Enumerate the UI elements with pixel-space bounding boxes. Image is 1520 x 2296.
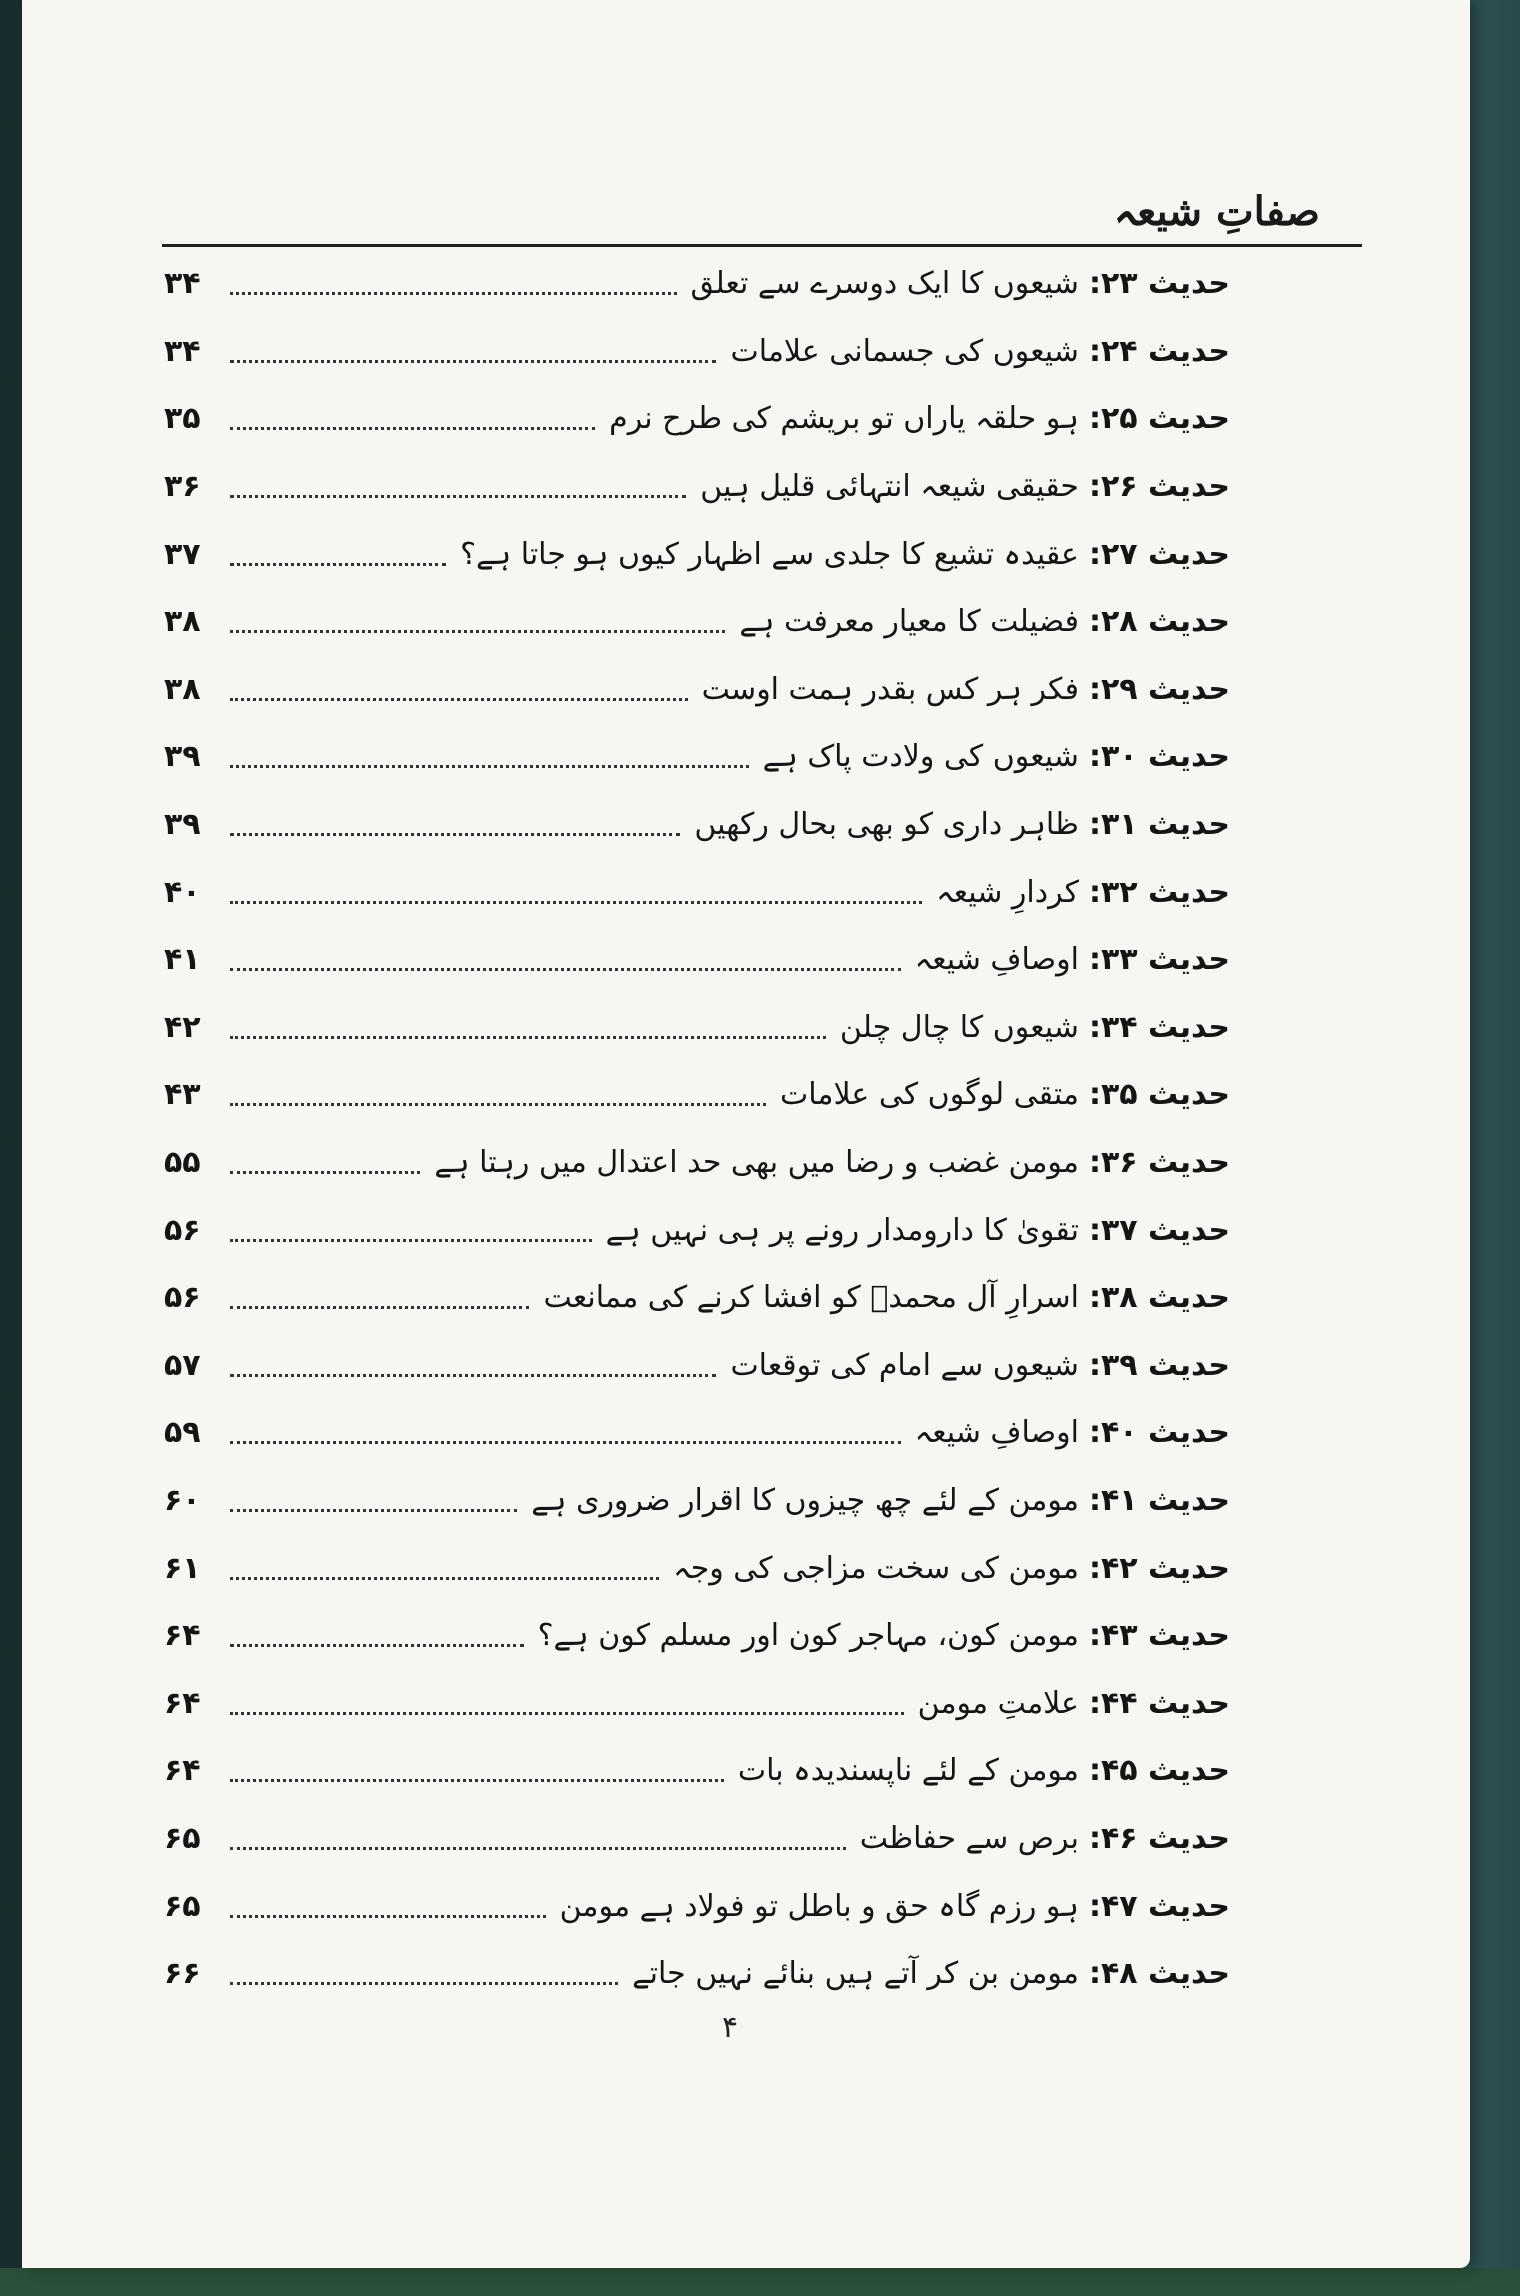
- entry-title: اوصافِ شیعہ: [914, 942, 1079, 978]
- toc-entry: [164, 858, 1230, 926]
- toc-entry: [164, 1872, 1230, 1940]
- entry-page-number: ۵۵: [164, 1145, 201, 1181]
- toc-entry: [164, 453, 1230, 521]
- entry-label: حدیث ۴۵:: [1088, 1753, 1230, 1789]
- entry-page-number: ۶۵: [164, 1888, 201, 1924]
- dot-leader: [230, 1374, 716, 1377]
- entry-page-number: ۵۷: [164, 1347, 201, 1383]
- entry-label: حدیث ۲۴:: [1088, 333, 1230, 369]
- entry-label: حدیث ۳۵:: [1088, 1077, 1230, 1113]
- entry-label: حدیث ۳۶:: [1088, 1145, 1230, 1181]
- entry-title: مومن غضب و رضا میں بھی حد اعتدال میں رہتا ہے: [434, 1145, 1079, 1181]
- entry-label: حدیث ۳۱:: [1088, 807, 1230, 843]
- entry-label: حدیث ۲۳:: [1088, 266, 1230, 302]
- entry-label: حدیث ۳۴:: [1088, 1009, 1230, 1045]
- entry-page-number: ۳۹: [164, 739, 201, 775]
- entry-label: حدیث ۳۰:: [1088, 739, 1230, 775]
- header-rule: [162, 244, 1362, 247]
- toc-entry: [164, 926, 1230, 994]
- table-of-contents: [164, 250, 1230, 2007]
- dot-leader: [230, 1915, 546, 1918]
- toc-entry: [164, 791, 1230, 859]
- entry-page-number: ۶۶: [164, 1956, 201, 1992]
- entry-title: شیعوں کا ایک دوسرے سے تعلق: [690, 266, 1079, 302]
- toc-entry: [164, 994, 1230, 1062]
- entry-title: ہو حلقہ یاراں تو بریشم کی طرح نرم: [609, 401, 1079, 437]
- entry-label: حدیث ۴۷:: [1088, 1888, 1230, 1924]
- toc-entry: [164, 723, 1230, 791]
- entry-label: حدیث ۲۷:: [1088, 536, 1230, 572]
- entry-page-number: ۳۴: [164, 266, 201, 302]
- entry-page-number: ۴۳: [164, 1077, 201, 1113]
- entry-title: مومن بن کر آتے ہیں بنائے نہیں جاتے: [632, 1956, 1079, 1992]
- entry-label: حدیث ۴۲:: [1088, 1550, 1230, 1586]
- toc-entry: [164, 250, 1230, 318]
- entry-page-number: ۴۲: [164, 1009, 201, 1045]
- dot-leader: [230, 833, 680, 836]
- dot-leader: [230, 968, 901, 971]
- entry-title: اوصافِ شیعہ: [914, 1415, 1079, 1451]
- entry-label: حدیث ۲۹:: [1088, 671, 1230, 707]
- entry-title: مومن کون، مہاجر کون اور مسلم کون ہے؟: [537, 1618, 1079, 1654]
- dot-leader: [230, 1847, 846, 1850]
- entry-page-number: ۶۵: [164, 1820, 201, 1856]
- entry-title: فکر ہر کس بقدر ہمت اوست: [701, 671, 1079, 707]
- entry-title: عقیدہ تشیع کا جلدی سے اظہار کیوں ہو جاتا ہے؟: [460, 536, 1079, 572]
- toc-entry: [164, 1129, 1230, 1197]
- toc-entry: [164, 588, 1230, 656]
- toc-entry: [164, 1602, 1230, 1670]
- toc-entry: [164, 1061, 1230, 1129]
- entry-page-number: ۳۴: [164, 333, 201, 369]
- dot-leader: [230, 1509, 517, 1512]
- entry-title: تقویٰ کا دارومدار رونے پر ہی نہیں ہے: [605, 1212, 1079, 1248]
- dot-leader: [230, 1441, 901, 1444]
- entry-title: مومن کے لئے چھ چیزوں کا اقرار ضروری ہے: [531, 1482, 1079, 1518]
- toc-entry: [164, 1399, 1230, 1467]
- page-number: ۴: [722, 2010, 739, 2045]
- entry-page-number: ۶۰: [164, 1482, 201, 1518]
- entry-title: علامتِ مومن: [917, 1685, 1079, 1721]
- entry-title: برص سے حفاظت: [859, 1820, 1079, 1856]
- entry-page-number: ۵۶: [164, 1212, 201, 1248]
- toc-entry: [164, 1805, 1230, 1873]
- bottom-strip: [0, 2268, 1520, 2296]
- dot-leader: [230, 1306, 529, 1309]
- toc-entry: [164, 1534, 1230, 1602]
- dot-leader: [230, 765, 749, 768]
- entry-label: حدیث ۲۵:: [1088, 401, 1230, 437]
- entry-page-number: ۵۹: [164, 1415, 201, 1451]
- entry-label: حدیث ۳۸:: [1088, 1280, 1230, 1316]
- entry-title: مومن کی سخت مزاجی کی وجہ: [673, 1550, 1079, 1586]
- entry-title: شیعوں سے امام کی توقعات: [730, 1347, 1079, 1383]
- toc-entry: [164, 318, 1230, 386]
- dot-leader: [230, 1982, 618, 1985]
- toc-entry: [164, 1196, 1230, 1264]
- entry-page-number: ۴۰: [164, 874, 201, 910]
- entry-page-number: ۳۸: [164, 671, 201, 707]
- entry-page-number: ۶۱: [164, 1550, 201, 1586]
- toc-entry: [164, 1332, 1230, 1400]
- entry-title: مومن کے لئے ناپسندیدہ بات: [737, 1753, 1079, 1789]
- entry-title: شیعوں کا چال چلن: [839, 1009, 1079, 1045]
- entry-label: حدیث ۴۰:: [1088, 1415, 1230, 1451]
- entry-label: حدیث ۳۷:: [1088, 1212, 1230, 1248]
- dot-leader: [230, 630, 725, 633]
- entry-label: حدیث ۴۶:: [1088, 1820, 1230, 1856]
- entry-page-number: ۳۶: [164, 469, 201, 505]
- entry-title: شیعوں کی ولادت پاک ہے: [762, 739, 1079, 775]
- entry-title: ہو رزم گاہ حق و باطل تو فولاد ہے مومن: [559, 1888, 1079, 1924]
- dot-leader: [230, 1644, 524, 1647]
- entry-title: حقیقی شیعہ انتہائی قلیل ہیں: [700, 469, 1079, 505]
- book-page: [22, 0, 1470, 2268]
- toc-entry: [164, 520, 1230, 588]
- entry-title: اسرارِ آل محمدؐ کو افشا کرنے کی ممانعت: [543, 1280, 1079, 1316]
- entry-title: شیعوں کی جسمانی علامات: [730, 333, 1079, 369]
- dot-leader: [230, 563, 446, 566]
- entry-page-number: ۶۴: [164, 1618, 201, 1654]
- dot-leader: [230, 901, 922, 904]
- dot-leader: [230, 1103, 766, 1106]
- entry-label: حدیث ۳۹:: [1088, 1347, 1230, 1383]
- entry-label: حدیث ۴۴:: [1088, 1685, 1230, 1721]
- entry-title: کردارِ شیعہ: [936, 874, 1079, 910]
- dot-leader: [230, 1171, 420, 1174]
- entry-page-number: ۵۶: [164, 1280, 201, 1316]
- dot-leader: [230, 1779, 724, 1782]
- entry-page-number: ۳۹: [164, 807, 201, 843]
- toc-entry: [164, 1467, 1230, 1535]
- dot-leader: [230, 427, 595, 430]
- entry-title: فضیلت کا معیار معرفت ہے: [739, 604, 1079, 640]
- toc-entry: [164, 656, 1230, 724]
- entry-page-number: ۳۵: [164, 401, 201, 437]
- entry-title: متقی لوگوں کی علامات: [780, 1077, 1079, 1113]
- entry-page-number: ۳۷: [164, 536, 201, 572]
- dot-leader: [230, 292, 677, 295]
- entry-label: حدیث ۴۱:: [1088, 1482, 1230, 1518]
- toc-entry: [164, 1669, 1230, 1737]
- dot-leader: [230, 1577, 659, 1580]
- dot-leader: [230, 698, 688, 701]
- entry-label: حدیث ۲۸:: [1088, 604, 1230, 640]
- entry-page-number: ۶۴: [164, 1753, 201, 1789]
- entry-label: حدیث ۴۸:: [1088, 1956, 1230, 1992]
- toc-entry: [164, 1264, 1230, 1332]
- dot-leader: [230, 1239, 592, 1242]
- entry-label: حدیث ۴۳:: [1088, 1618, 1230, 1654]
- running-head: صفاتِ شیعہ: [1113, 188, 1320, 235]
- entry-page-number: ۴۱: [164, 942, 201, 978]
- entry-label: حدیث ۲۶:: [1088, 469, 1230, 505]
- entry-label: حدیث ۳۳:: [1088, 942, 1230, 978]
- dot-leader: [230, 1712, 904, 1715]
- entry-label: حدیث ۳۲:: [1088, 874, 1230, 910]
- toc-entry: [164, 1737, 1230, 1805]
- dot-leader: [230, 1036, 826, 1039]
- entry-page-number: ۶۴: [164, 1685, 201, 1721]
- toc-entry: [164, 385, 1230, 453]
- toc-entry: [164, 1940, 1230, 2008]
- entry-title: ظاہر داری کو بھی بحال رکھیں: [694, 807, 1079, 843]
- dot-leader: [230, 495, 686, 498]
- dot-leader: [230, 360, 716, 363]
- entry-page-number: ۳۸: [164, 604, 201, 640]
